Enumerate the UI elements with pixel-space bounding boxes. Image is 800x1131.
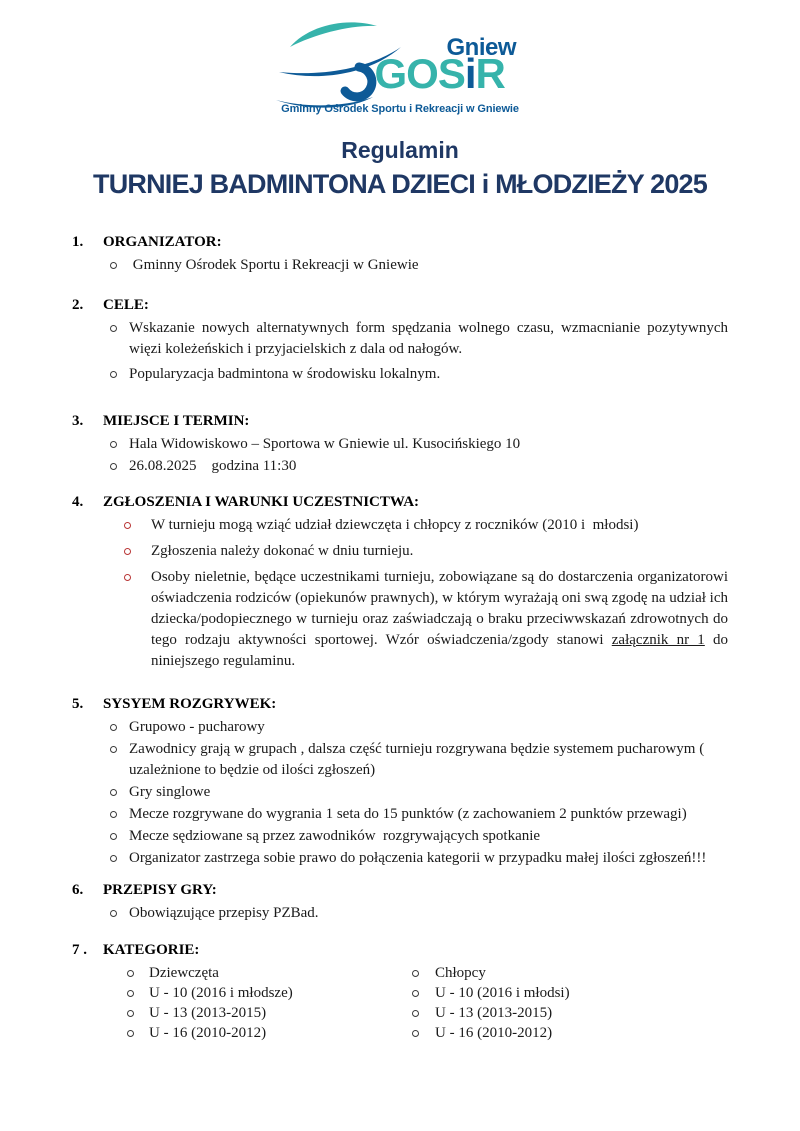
bullet-icon <box>127 1010 134 1017</box>
doc-title: TURNIEJ BADMINTONA DZIECI i MŁODZIEŻY 2025 <box>93 169 707 199</box>
bullet-text: Obowiązujące przepisy PZBad. <box>129 905 319 921</box>
bullet-icon <box>127 1030 134 1037</box>
section-title: CELE: <box>103 297 149 313</box>
bullet-icon <box>124 574 131 581</box>
list-item <box>110 717 728 738</box>
section-heading <box>72 881 728 900</box>
bullet-icon <box>110 463 117 470</box>
section-title: PRZEPISY GRY: <box>103 882 217 898</box>
logo-region-name: Gniew <box>446 34 517 61</box>
section-heading <box>72 941 728 960</box>
bullet-icon <box>124 548 131 555</box>
bullet-icon <box>110 724 117 731</box>
list-item <box>110 255 728 276</box>
section-heading <box>72 233 728 252</box>
logo-tagline: Gminny Ośrodek Sportu i Rekreacji w Gniewie <box>281 103 519 115</box>
logo-org-letter-r: R <box>475 50 505 97</box>
list-item <box>127 983 412 1003</box>
bullet-text: U - 16 (2010-2012) <box>435 1025 553 1041</box>
bullet-icon <box>110 262 117 269</box>
section-title: MIEJSCE I TERMIN: <box>103 413 250 429</box>
section-number: 5. <box>72 696 84 712</box>
logo-org-name <box>374 50 505 97</box>
section-miejsce-i-termin <box>72 412 728 477</box>
list-item <box>110 318 732 360</box>
categories-column-girls <box>72 960 412 1043</box>
list-item <box>110 903 728 924</box>
list-item <box>110 848 728 869</box>
doc-subtitle: Regulamin <box>341 137 459 163</box>
statement-text-before: Osoby nieletnie, będące uczestnikami turnieju, zobowiązane są do dostarczenia organizatorowi oświadczenia rodziców (opiekunów prawnych), w którym wyrażają oni swą zgodę na udział ich dziecka/podopiecznego w turnieju oraz zaświadczają o braku przeciwwskazań zdrowotnych do tego rodzaju aktywności sportowej. Wzór oświadczenia/zgody stanowi <box>151 569 732 648</box>
section-title: KATEGORIE: <box>103 942 200 958</box>
section-number: 3. <box>72 413 84 429</box>
bullet-icon <box>110 325 117 332</box>
section-title: ORGANIZATOR: <box>103 234 222 250</box>
bullet-text: Grupowo - pucharowy <box>129 719 265 735</box>
section-cele <box>72 296 732 385</box>
bullet-text <box>151 567 732 672</box>
bullet-text: 26.08.2025 godzina 11:30 <box>129 458 297 474</box>
list-item <box>412 963 728 983</box>
section-system-rozgrywek <box>72 695 728 869</box>
list-item <box>127 963 412 983</box>
bullet-icon <box>110 833 117 840</box>
list-item <box>124 567 732 672</box>
bullet-text: Mecze rozgrywane do wygrania 1 seta do 15 punktów (z zachowaniem 2 punktów przewagi) <box>129 806 687 822</box>
bullet-text: Gry singlowe <box>129 784 211 800</box>
bullet-text: Zawodnicy grają w grupach , dalsza część turnieju rozgrywana będzie systemem pucharowym ( uzależnione to będzie od ilości zgłoszeń) <box>129 741 708 778</box>
statement-text-after: do niniejszego regulaminu. <box>151 632 732 669</box>
bullet-text: U - 10 (2016 i młodsi) <box>435 985 570 1001</box>
section-heading <box>72 695 728 714</box>
section-title: ZGŁOSZENIA I WARUNKI UCZESTNICTWA: <box>103 494 420 510</box>
bullet-icon <box>412 1010 419 1017</box>
bullet-text: Dziewczęta <box>149 965 219 981</box>
section-heading <box>72 412 728 431</box>
bullet-text: Chłopcy <box>435 965 486 981</box>
logo-org-letter-i: i <box>464 50 476 97</box>
list-item <box>412 983 728 1003</box>
list-item <box>412 1023 728 1043</box>
section-organizator <box>72 233 728 276</box>
list-item <box>124 515 728 536</box>
bullet-icon <box>110 789 117 796</box>
section-number: 7 . <box>72 942 87 958</box>
list-item <box>110 739 728 781</box>
gosir-logo <box>273 20 528 120</box>
section-number: 4. <box>72 494 84 510</box>
bullet-text: Popularyzacja badmintona w środowisku lokalnym. <box>129 366 441 382</box>
bullet-text: U - 13 (2013-2015) <box>435 1005 553 1021</box>
bullet-text: U - 16 (2010-2012) <box>149 1025 267 1041</box>
list-item <box>110 364 728 385</box>
list-item <box>110 804 728 825</box>
bullet-text: Gminny Ośrodek Sportu i Rekreacji w Gniewie <box>129 257 419 273</box>
section-number: 2. <box>72 297 84 313</box>
bullet-icon <box>110 371 117 378</box>
section-title: SYSYEM ROZGRYWEK: <box>103 696 277 712</box>
section-zgloszenia <box>72 493 732 672</box>
bullet-icon <box>110 746 117 753</box>
bullet-icon <box>412 990 419 997</box>
bullet-text: Mecze sędziowane są przez zawodników rozgrywających spotkanie <box>129 828 541 844</box>
list-item <box>110 782 728 803</box>
bullet-icon <box>124 522 131 529</box>
logo-org-letters-gos: GOS <box>374 50 465 97</box>
bullet-icon <box>412 970 419 977</box>
bullet-icon <box>110 811 117 818</box>
list-item <box>110 456 728 477</box>
section-number: 1. <box>72 234 84 250</box>
bullet-text: Organizator zastrzega sobie prawo do połączenia kategorii w przypadku małej ilości zgłoszeń!!! <box>129 850 707 866</box>
bullet-icon <box>110 910 117 917</box>
bullet-text: Zgłoszenia należy dokonać w dniu turnieju. <box>151 543 414 559</box>
bullet-text: Wskazanie nowych alternatywnych form spędzania wolnego czasu, wzmacnianie pozytywnych więzi koleżeńskich i przyjacielskich z dala od nałogów. <box>129 320 732 357</box>
categories-column-boys <box>412 960 728 1043</box>
list-item <box>127 1003 412 1023</box>
section-heading <box>72 296 728 315</box>
section-kategorie <box>72 941 728 1043</box>
bullet-icon <box>110 441 117 448</box>
list-item <box>127 1023 412 1043</box>
attachment-link[interactable]: załącznik nr 1 <box>611 632 705 648</box>
bullet-text: U - 10 (2016 i młodsze) <box>149 985 293 1001</box>
section-number: 6. <box>72 882 84 898</box>
list-item <box>412 1003 728 1023</box>
list-item <box>110 826 728 847</box>
bullet-icon <box>127 990 134 997</box>
section-heading <box>72 493 728 512</box>
bullet-text: U - 13 (2013-2015) <box>149 1005 267 1021</box>
list-item <box>124 541 728 562</box>
list-item <box>110 434 728 455</box>
bullet-icon <box>412 1030 419 1037</box>
bullet-text: Hala Widowiskowo – Sportowa w Gniewie ul. Kusocińskiego 10 <box>129 436 521 452</box>
bullet-text: W turnieju mogą wziąć udział dziewczęta i chłopcy z roczników (2010 i młodsi) <box>151 517 639 533</box>
bullet-icon <box>127 970 134 977</box>
bullet-icon <box>110 855 117 862</box>
section-przepisy-gry <box>72 881 728 924</box>
